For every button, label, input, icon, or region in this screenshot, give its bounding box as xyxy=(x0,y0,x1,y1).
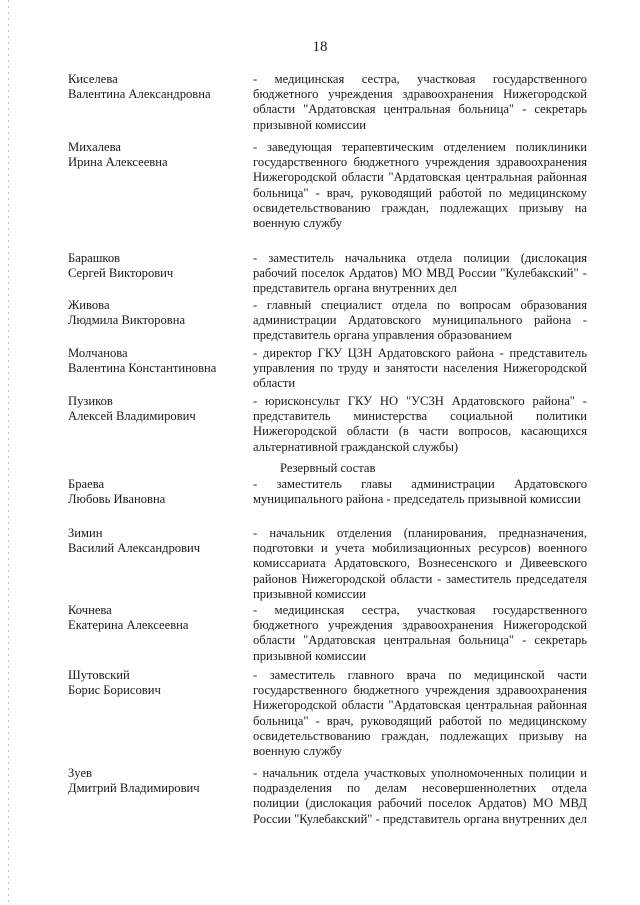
member-surname: Молчанова xyxy=(68,346,128,360)
member-role: - начальник отдела участковых уполномоченных полиции и подразделения по делам несовершеннолетних отдела полиции (дислокация рабочий поселок Ардатов) МО МВД России "Кулебакский" - представитель органа внутренних дел xyxy=(253,766,587,826)
member-given-name: Сергей Викторович xyxy=(68,266,174,281)
scan-margin-line xyxy=(8,0,9,905)
member-name xyxy=(68,526,253,556)
member-name xyxy=(68,72,253,102)
member-surname: Зуев xyxy=(68,766,92,780)
member-name xyxy=(68,251,253,281)
member-surname: Михалева xyxy=(68,140,122,154)
member-surname: Барашков xyxy=(68,251,121,265)
member-given-name: Алексей Владимирович xyxy=(68,409,196,424)
page-number: 18 xyxy=(312,39,328,55)
member-name xyxy=(68,766,253,796)
member-role: - юрисконсульт ГКУ НО "УСЗН Ардатовского района" - представитель министерства социальной политики Нижегородской области (в части вопросов, касающихся альтернативной гражданской службы) xyxy=(253,394,587,454)
member-given-name: Любовь Ивановна xyxy=(68,492,166,507)
member-name xyxy=(68,298,253,328)
member-surname: Зимин xyxy=(68,526,103,540)
member-given-name: Людмила Викторовна xyxy=(68,313,186,328)
member-surname: Браева xyxy=(68,477,105,491)
member-surname: Живова xyxy=(68,298,110,312)
member-role: - главный специалист отдела по вопросам образования администрации Ардатовского муниципального района - представитель органа управления образованием xyxy=(253,298,587,343)
member-name xyxy=(68,603,253,633)
member-role: - заместитель начальника отдела полиции (дислокация рабочий поселок Ардатов) МО МВД России "Кулебакский" - представитель органа внутренних дел xyxy=(253,251,587,296)
member-surname: Пузиков xyxy=(68,394,113,408)
member-given-name: Валентина Александровна xyxy=(68,87,211,102)
member-role: - заведующая терапевтическим отделением поликлиники государственного бюджетного учреждения здравоохранения Нижегородской области "Ардатовская центральная районная больница" - врач, руководящий работой по медицинскому освидетельствованию граждан, подлежащих призыву на военную службу xyxy=(253,140,587,231)
member-given-name: Василий Александрович xyxy=(68,541,201,556)
member-given-name: Борис Борисович xyxy=(68,683,161,698)
member-given-name: Ирина Алексеевна xyxy=(68,155,168,170)
member-role: - начальник отделения (планирования, предназначения, подготовки и учета мобилизационных ресурсов) военного комиссариата Ардатовского, Вознесенского и Дивеевского районов Нижегородской области - заместитель председателя призывной комиссии xyxy=(253,526,587,601)
member-name xyxy=(68,140,253,170)
member-name xyxy=(68,477,253,507)
member-role: - заместитель главного врача по медицинской части государственного бюджетного учреждения здравоохранения Нижегородской области "Ардатовская центральная районная больница" - врач, руководящий работой по медицинскому освидетельствованию граждан, подлежащих призыву на военную службу xyxy=(253,668,587,759)
member-given-name: Валентина Константиновна xyxy=(68,361,217,376)
member-name xyxy=(68,346,253,376)
member-name xyxy=(68,668,253,698)
member-given-name: Екатерина Алексеевна xyxy=(68,618,189,633)
member-role: - медицинская сестра, участковая государственного бюджетного учреждения здравоохранения Нижегородской области "Ардатовская центральная больница" - секретарь призывной комиссии xyxy=(253,603,587,663)
member-given-name: Дмитрий Владимирович xyxy=(68,781,200,796)
reserve-section-title: Резервный состав xyxy=(280,461,376,475)
member-role: - медицинская сестра, участковая государственного бюджетного учреждения здравоохранения Нижегородской области "Ардатовская центральная больница" - секретарь призывной комиссии xyxy=(253,72,587,132)
member-surname: Киселева xyxy=(68,72,118,86)
member-role: - заместитель главы администрации Ардатовского муниципального района - председатель призывной комиссии xyxy=(253,477,587,507)
member-name xyxy=(68,394,253,424)
member-surname: Шутовский xyxy=(68,668,130,682)
member-surname: Кочнева xyxy=(68,603,112,617)
member-role: - директор ГКУ ЦЗН Ардатовского района - представитель управления по труду и занятости населения Нижегородской области xyxy=(253,346,587,391)
